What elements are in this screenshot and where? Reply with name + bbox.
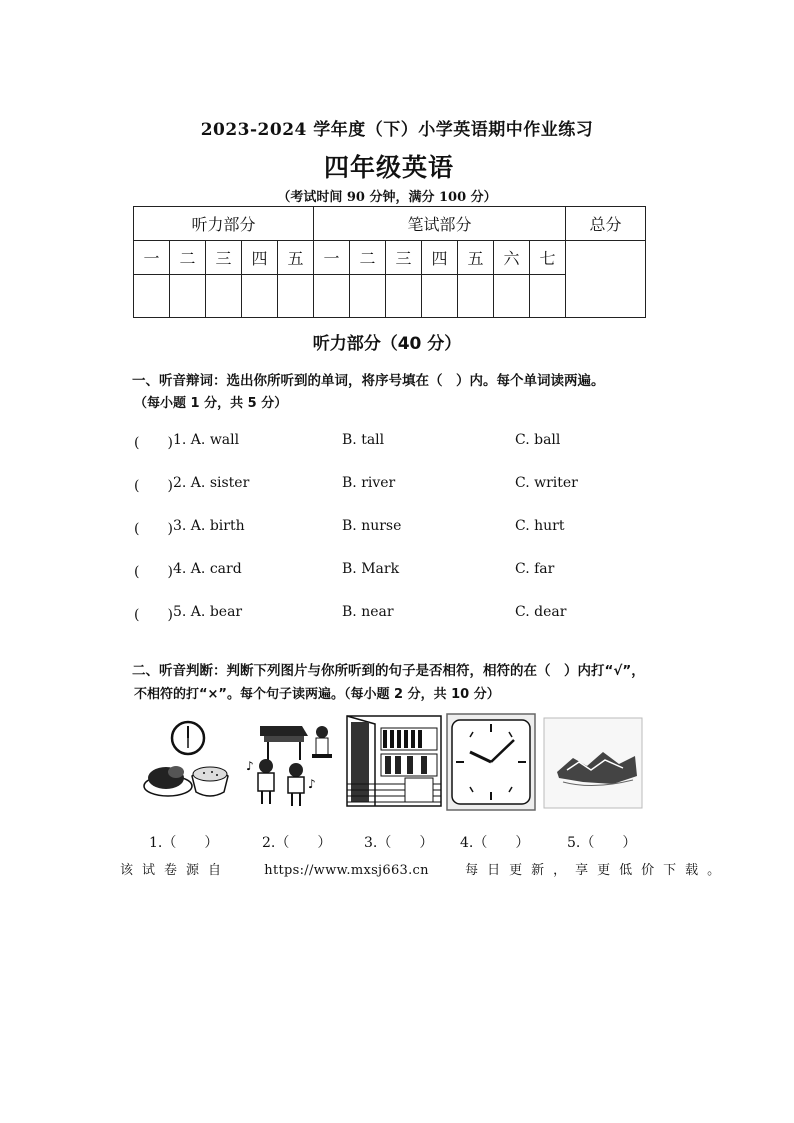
score-cell[interactable] bbox=[170, 275, 206, 318]
score-cell[interactable] bbox=[350, 275, 386, 318]
option-a: 2. A. sister bbox=[173, 475, 250, 491]
question-row bbox=[0, 518, 794, 540]
option-c: C. far bbox=[515, 561, 555, 577]
picture-wall-clock bbox=[446, 712, 536, 812]
answer-paren[interactable]: ( ) bbox=[134, 478, 173, 494]
written-col-label: 一 bbox=[314, 241, 350, 275]
written-header-cell: 笔试部分 bbox=[314, 207, 566, 241]
total-score-cell[interactable] bbox=[566, 241, 646, 318]
part1-instruction: 一、听音辩词：选出你所听到的单词，将序号填在（ ）内。每个单词读两遍。 bbox=[132, 373, 605, 389]
answer-blank-5[interactable]: 5.（ ） bbox=[567, 835, 637, 851]
answer-blank-2[interactable]: 2.（ ） bbox=[262, 835, 332, 851]
score-cell[interactable] bbox=[386, 275, 422, 318]
footer-suffix: 每日更新，享更低价下载。 bbox=[465, 863, 730, 878]
listening-section-heading: 听力部分（40 分） bbox=[312, 334, 462, 354]
exam-title: 2023-2024 学年度（下）小学英语期中作业练习 bbox=[200, 120, 594, 140]
part1-points: （每小题 1 分，共 5 分） bbox=[134, 396, 288, 411]
svg-text:♪: ♪ bbox=[246, 759, 254, 773]
listening-col-label: 五 bbox=[278, 241, 314, 275]
score-cell[interactable] bbox=[530, 275, 566, 318]
score-cell[interactable] bbox=[458, 275, 494, 318]
footer-url-link[interactable]: https://www.mxsj663.cn bbox=[264, 863, 429, 878]
part2-points: 不相符的打“×”。每个句子读两遍。（每小题 2 分，共 10 分） bbox=[134, 687, 500, 702]
written-col-label: 五 bbox=[458, 241, 494, 275]
picture-clock-food bbox=[138, 712, 234, 812]
answer-blank-3[interactable]: 3.（ ） bbox=[364, 835, 434, 851]
answer-paren[interactable]: ( ) bbox=[134, 607, 173, 623]
option-c: C. dear bbox=[515, 604, 567, 620]
score-cell[interactable] bbox=[206, 275, 242, 318]
listening-header-cell: 听力部分 bbox=[134, 207, 314, 241]
answer-paren[interactable]: ( ) bbox=[134, 435, 173, 451]
footer-prefix: 该试卷源自 bbox=[120, 863, 231, 878]
option-a: 3. A. birth bbox=[173, 518, 245, 534]
option-a: 1. A. wall bbox=[173, 432, 240, 448]
option-c: C. hurt bbox=[515, 518, 565, 534]
option-c: C. ball bbox=[515, 432, 561, 448]
listening-col-label: 四 bbox=[242, 241, 278, 275]
source-footer bbox=[120, 859, 729, 878]
written-col-label: 七 bbox=[530, 241, 566, 275]
score-table bbox=[133, 206, 646, 318]
part2-instruction: 二、听音判断：判断下列图片与你所听到的句子是否相符，相符的在（ ）内打“√”， bbox=[132, 663, 645, 679]
question-row bbox=[0, 475, 794, 497]
listening-col-label: 一 bbox=[134, 241, 170, 275]
written-col-label: 三 bbox=[386, 241, 422, 275]
svg-text:♪: ♪ bbox=[308, 777, 316, 791]
option-b: B. nurse bbox=[342, 518, 402, 534]
score-cell[interactable] bbox=[422, 275, 458, 318]
option-b: B. river bbox=[342, 475, 396, 491]
question-row bbox=[0, 604, 794, 626]
option-c: C. writer bbox=[515, 475, 578, 491]
score-cell[interactable] bbox=[494, 275, 530, 318]
option-b: B. near bbox=[342, 604, 394, 620]
listening-col-label: 三 bbox=[206, 241, 242, 275]
written-col-label: 二 bbox=[350, 241, 386, 275]
question-row bbox=[0, 561, 794, 583]
picture-landscape bbox=[543, 712, 643, 812]
exam-info: （考试时间 90 分钟，满分 100 分） bbox=[277, 190, 497, 205]
option-b: B. Mark bbox=[342, 561, 400, 577]
written-col-label: 四 bbox=[422, 241, 458, 275]
score-cell[interactable] bbox=[314, 275, 350, 318]
score-cell[interactable] bbox=[242, 275, 278, 318]
score-cell[interactable] bbox=[278, 275, 314, 318]
score-cell[interactable] bbox=[134, 275, 170, 318]
written-col-label: 六 bbox=[494, 241, 530, 275]
answer-blank-4[interactable]: 4.（ ） bbox=[460, 835, 530, 851]
question-row bbox=[0, 432, 794, 454]
picture-children-piano bbox=[242, 712, 338, 812]
subject-title: 四年级英语 bbox=[323, 153, 454, 182]
answer-paren[interactable]: ( ) bbox=[134, 521, 173, 537]
answer-paren[interactable]: ( ) bbox=[134, 564, 173, 580]
option-a: 4. A. card bbox=[173, 561, 242, 577]
picture-shelves bbox=[345, 712, 443, 812]
listening-col-label: 二 bbox=[170, 241, 206, 275]
option-b: B. tall bbox=[342, 432, 385, 448]
answer-blank-1[interactable]: 1.（ ） bbox=[149, 835, 219, 851]
total-header-cell: 总分 bbox=[566, 207, 646, 241]
option-a: 5. A. bear bbox=[173, 604, 243, 620]
